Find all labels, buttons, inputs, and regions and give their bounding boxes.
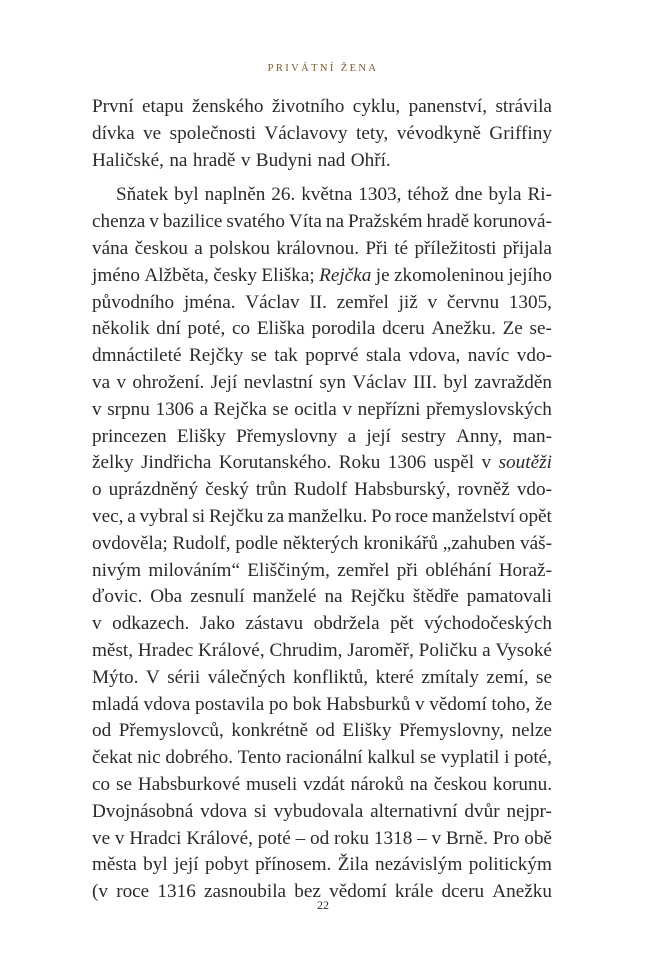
word: Poličku <box>418 639 478 661</box>
word: v <box>114 827 125 849</box>
word: dmnáctileté <box>92 345 182 367</box>
word: v <box>92 613 102 635</box>
word: v <box>149 211 159 233</box>
word: navíc <box>467 345 510 367</box>
word: Habsburků <box>326 693 411 715</box>
word: 1316 <box>157 881 196 903</box>
word: vdova, <box>408 345 461 367</box>
word: Její <box>210 371 238 393</box>
word: i <box>504 747 510 769</box>
word: II. <box>309 291 327 313</box>
word: Sňatek <box>116 184 169 206</box>
word: některých <box>282 532 359 554</box>
text-line <box>92 370 552 397</box>
word: kronikářů <box>363 532 438 554</box>
word: jména. <box>183 291 236 313</box>
word: co <box>232 318 251 340</box>
word: – <box>295 827 306 849</box>
word: od <box>315 720 335 742</box>
word: Rejčku <box>208 505 264 527</box>
word: Ohří. <box>350 149 391 171</box>
word: manželku. <box>287 505 368 527</box>
body-text <box>92 94 552 906</box>
text-line <box>92 558 552 585</box>
word: čekat <box>92 747 133 769</box>
word: poté, <box>514 747 552 769</box>
text-line <box>92 531 552 558</box>
word: byl <box>443 371 468 393</box>
word: nivým <box>92 559 142 581</box>
word: bok <box>292 693 322 715</box>
word: postavila <box>195 693 265 715</box>
word: vědomí <box>429 693 487 715</box>
word: nelze <box>511 720 552 742</box>
word: v <box>116 371 127 393</box>
word: dobrého. <box>165 747 234 769</box>
text-line <box>92 718 552 745</box>
word: hradě <box>426 211 470 233</box>
word: Brně. <box>445 827 488 849</box>
word: dní <box>156 318 181 340</box>
word: zemřel <box>337 559 390 581</box>
word: se- <box>529 318 552 340</box>
word: kalkul <box>367 747 416 769</box>
word: dceru <box>441 881 485 903</box>
word: Jako <box>199 613 236 635</box>
word: Anežku <box>492 881 552 903</box>
word: zmítaly <box>421 666 479 688</box>
word: města <box>92 854 137 876</box>
word: krále <box>394 881 434 903</box>
word: pamatovali <box>466 586 552 608</box>
word: vdova <box>143 693 191 715</box>
word: zemí, <box>486 666 529 688</box>
word: Mýto. <box>92 666 139 688</box>
word: ďovic. <box>92 586 143 608</box>
word: nic <box>137 747 161 769</box>
word: srpnu <box>107 398 150 420</box>
word: ovdověla; <box>92 532 168 554</box>
word: a <box>482 639 491 661</box>
word: princezen <box>92 425 167 447</box>
text-line <box>92 826 552 853</box>
word: Rudolf <box>293 479 348 501</box>
word: zástavu <box>245 613 304 635</box>
word: se <box>535 666 552 688</box>
word: syn <box>319 371 346 393</box>
word: Jindřicha <box>141 452 212 474</box>
text-line <box>92 94 552 121</box>
word: poprvé <box>305 345 359 367</box>
word: manželé <box>252 586 317 608</box>
word: První <box>92 96 134 117</box>
word: královnou. <box>276 237 359 259</box>
word: politickým <box>468 854 552 876</box>
word: vdo- <box>516 345 552 367</box>
word: milováním“ <box>148 559 240 581</box>
word: vec, <box>92 505 124 527</box>
word: trůn <box>255 479 287 501</box>
word: Při <box>365 237 388 259</box>
word: panenství, <box>408 96 488 117</box>
word: měst, <box>92 639 134 661</box>
word: v <box>92 398 102 420</box>
word: vědomí <box>329 881 387 903</box>
word: alternativní <box>370 800 458 822</box>
word: Hradec <box>137 639 194 661</box>
text-line <box>92 290 552 317</box>
word: co <box>92 773 111 795</box>
word: českou <box>134 237 188 259</box>
word: Králové, <box>198 639 265 661</box>
word: naplněn <box>204 184 266 206</box>
word: Pro <box>492 827 520 849</box>
word: bazilice <box>162 211 223 233</box>
word: Ri- <box>527 184 552 206</box>
word: polskou <box>209 237 270 259</box>
word: Přemyslovny, <box>399 720 504 742</box>
word: zemřel <box>336 291 389 313</box>
word: zavražděn <box>474 371 552 393</box>
word: česky <box>213 264 257 286</box>
word: si <box>253 800 267 822</box>
word: na <box>169 149 188 171</box>
word: Václavovy <box>264 122 348 144</box>
word: jejího <box>508 264 552 286</box>
word: příležitosti <box>414 237 497 259</box>
word: Rejčka <box>213 398 267 420</box>
word: vybudovala <box>273 800 364 822</box>
word: štědře <box>412 586 459 608</box>
word: korunová- <box>473 211 552 233</box>
word: Rudolf, <box>172 532 231 554</box>
word: původního <box>92 291 175 313</box>
word: byl <box>143 854 168 876</box>
word: v <box>431 827 442 849</box>
text-line <box>92 424 552 451</box>
word: jméno <box>92 264 140 286</box>
word: českou <box>433 773 487 795</box>
italic-word: soutěži <box>498 452 552 474</box>
text-line <box>92 182 552 209</box>
text-line <box>92 316 552 343</box>
word: červnu <box>446 291 500 313</box>
word: její <box>366 425 391 447</box>
text-line <box>92 665 552 692</box>
word: pět <box>390 613 414 635</box>
word: roce <box>395 505 429 527</box>
word: ohrožení. <box>132 371 205 393</box>
text-line <box>92 692 552 719</box>
italic-word: Rejčka <box>319 264 372 286</box>
text-line <box>92 852 552 879</box>
word: Tento <box>237 747 282 769</box>
word: sérii <box>167 666 201 688</box>
word: ženského <box>192 96 264 117</box>
word: o <box>92 479 102 501</box>
word: Elišky <box>342 720 392 742</box>
word: rovněž <box>457 479 510 501</box>
word: na <box>409 773 428 795</box>
word: podle <box>235 532 279 554</box>
word: tak <box>274 345 298 367</box>
word: V <box>145 666 160 688</box>
word: Jaroměř, <box>347 639 414 661</box>
word: uspěl <box>433 452 475 474</box>
word: váš- <box>520 532 552 554</box>
word: nezávislým <box>375 854 463 876</box>
page-number: 22 <box>317 898 329 912</box>
word: obdržela <box>313 613 380 635</box>
word: vybral <box>139 505 189 527</box>
word: Po <box>371 505 392 527</box>
word: byla <box>488 184 522 206</box>
word: „zahuben <box>442 532 516 554</box>
word: Eliščiným, <box>247 559 330 581</box>
word: opět <box>518 505 552 527</box>
word: obě <box>524 827 552 849</box>
word: si <box>192 505 206 527</box>
word: ve <box>143 122 162 144</box>
word: sestry <box>401 425 446 447</box>
word: Griffiny <box>489 122 552 144</box>
word: želky <box>92 452 134 474</box>
word: vána <box>92 237 129 259</box>
word: Oba <box>150 586 183 608</box>
word: dívka <box>92 122 135 144</box>
word: odkazech. <box>112 613 190 635</box>
text-line <box>92 799 552 826</box>
word: manželství <box>431 505 516 527</box>
word: několik <box>92 318 150 340</box>
word: v <box>427 291 438 313</box>
word: v <box>415 693 425 715</box>
word: museli <box>246 773 298 795</box>
word: Budyni <box>255 149 313 171</box>
text-line <box>92 638 552 665</box>
word: dceru <box>382 318 425 340</box>
word: v <box>240 149 251 171</box>
word: které <box>375 666 414 688</box>
word: Horaž- <box>498 559 552 581</box>
text-line <box>92 477 552 504</box>
word: porodila <box>311 318 376 340</box>
word: vévodkyně <box>396 122 481 144</box>
word: Alžběta, <box>144 264 209 286</box>
word: a <box>199 398 209 420</box>
word: zasnoubila <box>204 881 287 903</box>
word: Chrudim, <box>269 639 343 661</box>
word: Haličské, <box>92 149 164 171</box>
word: mladá <box>92 693 139 715</box>
word: svatého <box>226 211 285 233</box>
word: Eliška <box>256 318 305 340</box>
word: a <box>347 425 357 447</box>
word <box>319 263 371 290</box>
word: Pražském <box>347 211 423 233</box>
text-line <box>92 772 552 799</box>
text-line <box>92 121 552 148</box>
word: od <box>92 720 112 742</box>
word: Eliška; <box>261 264 315 286</box>
word: 1306 <box>387 452 427 474</box>
word: téhož <box>407 184 449 206</box>
word: je <box>375 264 390 286</box>
running-head: PRIVÁTNÍ ŽENA <box>267 63 379 74</box>
word: dne <box>454 184 483 206</box>
text-line <box>92 745 552 772</box>
word: pobyt <box>204 854 249 876</box>
word: roce <box>116 881 150 903</box>
word: 1305, <box>508 291 552 313</box>
word: tety, <box>355 122 389 144</box>
word: od <box>309 827 330 849</box>
word: 26. <box>271 184 296 206</box>
word: východočeských <box>424 613 552 635</box>
word: nároků <box>350 773 404 795</box>
word: se <box>420 747 437 769</box>
word: III. <box>413 371 437 393</box>
text-line <box>92 209 552 236</box>
word: přijala <box>502 237 552 259</box>
word: stala <box>365 345 402 367</box>
word: společnosti <box>169 122 256 144</box>
word: vdo- <box>516 479 552 501</box>
word: května <box>301 184 353 206</box>
text-line <box>92 450 552 477</box>
word: přínosem. <box>255 854 332 876</box>
word: vzdát <box>303 773 345 795</box>
word: a <box>194 237 203 259</box>
word: byl <box>174 184 199 206</box>
word: va <box>92 371 111 393</box>
word: Elišky <box>176 425 226 447</box>
word: poté <box>257 827 291 849</box>
word: Anny, <box>456 425 503 447</box>
word: nevlastní <box>243 371 313 393</box>
word: vyplatil <box>440 747 500 769</box>
word: nepřízni <box>357 398 421 420</box>
word: Přemyslovny <box>236 425 338 447</box>
text-line <box>92 611 552 638</box>
word: Králové, <box>186 827 253 849</box>
word: přemyslovských <box>426 398 552 420</box>
word: na <box>324 586 343 608</box>
word: na <box>325 211 344 233</box>
word: strávila <box>495 96 552 117</box>
text-line <box>92 584 552 611</box>
word: již <box>398 291 418 313</box>
word: za <box>267 505 285 527</box>
word: ocitla <box>294 398 337 420</box>
word: se <box>272 398 289 420</box>
word: Hradci <box>129 827 182 849</box>
word: český <box>205 479 249 501</box>
word: 1306 <box>155 398 194 420</box>
text-line <box>92 148 552 175</box>
word: Vysoké <box>495 639 552 661</box>
word: Přemyslovců, <box>118 720 224 742</box>
word: dvůr <box>464 800 500 822</box>
word: Habsburský, <box>354 479 451 501</box>
word: roku <box>333 827 370 849</box>
word: Habsburkové <box>137 773 241 795</box>
word: poté, <box>187 318 226 340</box>
word: man- <box>512 425 552 447</box>
word: v <box>342 398 352 420</box>
word: zkomoleninou <box>394 264 504 286</box>
word <box>499 450 552 477</box>
word: – <box>417 827 427 849</box>
word: té <box>394 237 409 259</box>
word: obléhání <box>425 559 492 581</box>
word: při <box>396 559 419 581</box>
word: její <box>174 854 199 876</box>
word: zesnulí <box>190 586 245 608</box>
text-line <box>92 504 552 531</box>
word: ve <box>92 827 111 849</box>
word: Václav <box>245 291 300 313</box>
word: Žila <box>337 854 369 876</box>
word: toho, <box>491 693 531 715</box>
word: životního <box>271 96 345 117</box>
word: válečných <box>207 666 286 688</box>
word: (v <box>92 881 108 903</box>
word: Rejčku <box>350 586 405 608</box>
word: že <box>534 693 552 715</box>
text-line <box>92 343 552 370</box>
word: bez <box>294 881 321 903</box>
word: uprázdněný <box>108 479 199 501</box>
word: Roku <box>338 452 381 474</box>
word: Rejčky <box>188 345 244 367</box>
word: Víta <box>288 211 322 233</box>
word: po <box>268 693 289 715</box>
word: cyklu, <box>352 96 401 117</box>
word: etapu <box>142 96 184 117</box>
text-line <box>92 263 552 290</box>
word: 1318 <box>373 827 413 849</box>
word: vdova <box>200 800 248 822</box>
word: konkrétně <box>231 720 309 742</box>
word: se <box>116 773 132 795</box>
word: korunu. <box>492 773 552 795</box>
word: Anežku. <box>431 318 496 340</box>
word: Korutanského. <box>218 452 332 474</box>
word: Dvojnásobná <box>92 800 194 822</box>
word: chenza <box>92 211 146 233</box>
word: se <box>250 345 267 367</box>
word: a <box>127 505 136 527</box>
word: Ze <box>502 318 523 340</box>
word: nejpr- <box>506 800 552 822</box>
word: Václav <box>352 371 407 393</box>
text-line <box>92 236 552 263</box>
word: racionální <box>285 747 363 769</box>
word: konfliktů, <box>292 666 369 688</box>
word: v <box>481 452 492 474</box>
text-line <box>92 397 552 424</box>
word: 1303, <box>358 184 402 206</box>
word: nad <box>317 149 346 171</box>
word: hradě <box>192 149 236 171</box>
